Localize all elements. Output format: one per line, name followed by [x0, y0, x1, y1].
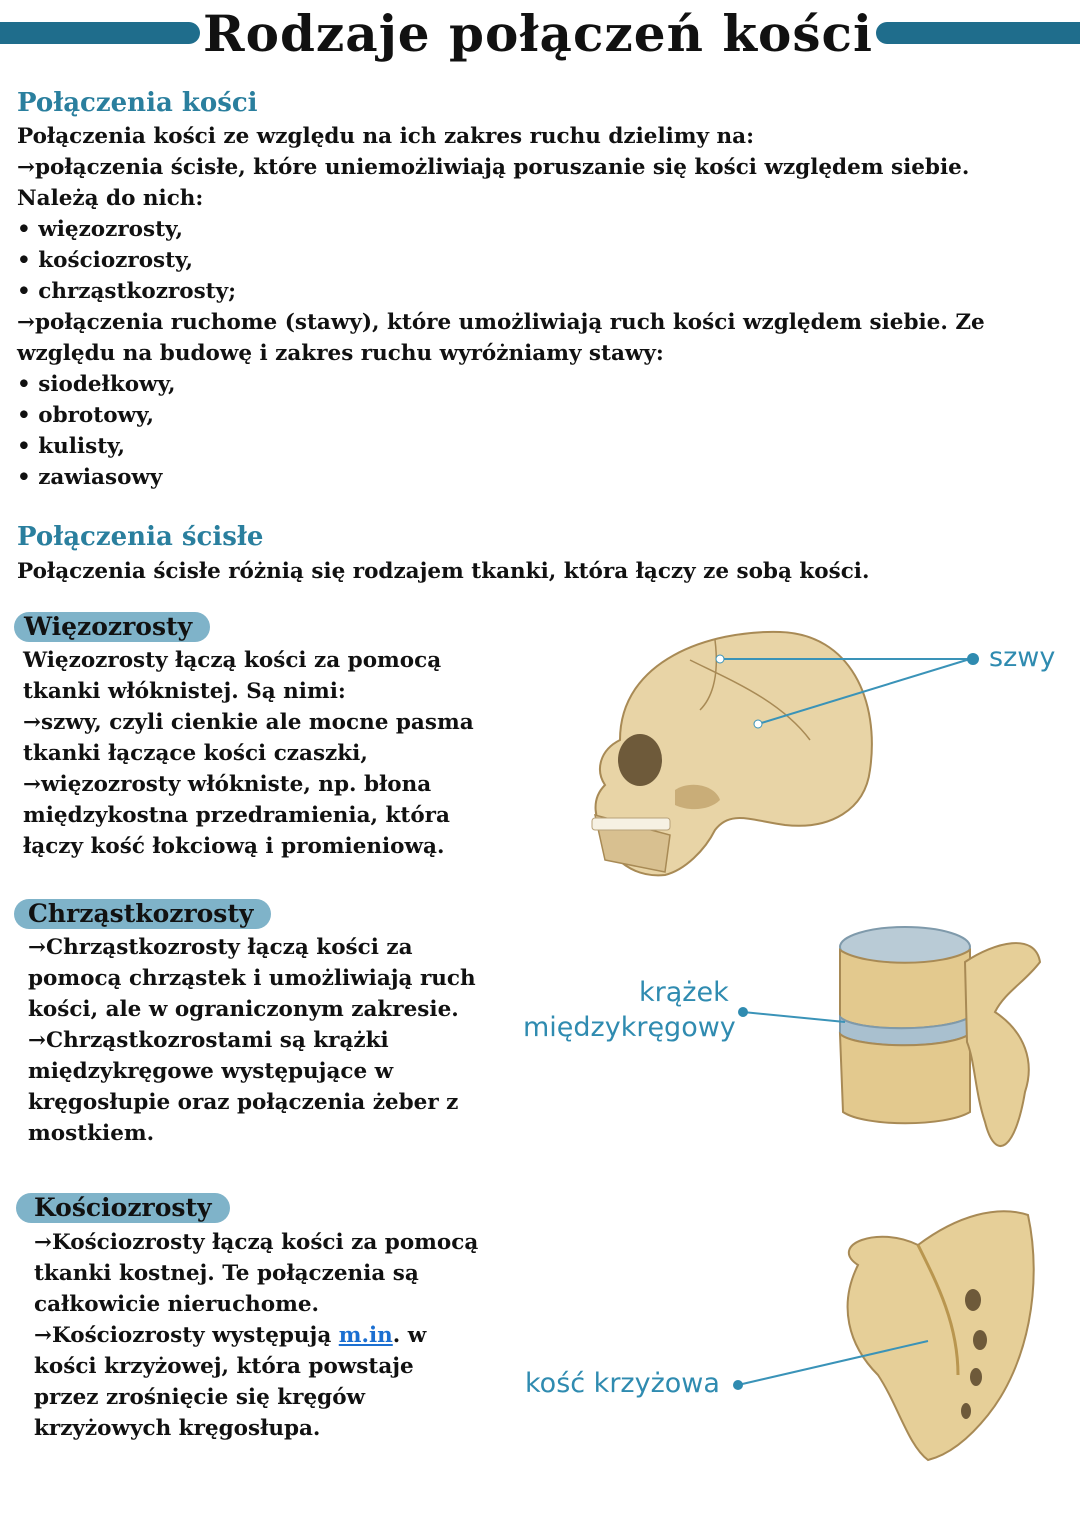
text-line: kości krzyżowej, która powstaje [34, 1354, 414, 1379]
section-heading-polaczenia-kosci: Połączenia kości [17, 88, 258, 118]
label-szwy: szwy [989, 642, 1056, 673]
list-item: • siodełkowy, [17, 372, 176, 397]
text-line: Należą do nich: [17, 186, 204, 211]
chrzastkozrosty-body [28, 932, 476, 1149]
text-line: tkanki kostnej. Te połączenia są [34, 1261, 419, 1286]
text-line: Połączenia kości ze względu na ich zakres ruchu dzielimy na: [17, 124, 755, 149]
list-item: • obrotowy, [17, 403, 154, 428]
text-line: →połączenia ruchome (stawy), które umożliwiają ruch kości względem siebie. Ze [17, 310, 985, 335]
section2-intro: Połączenia ścisłe różnią się rodzajem tkanki, która łączy ze sobą kości. [17, 559, 870, 584]
text-line: międzykostna przedramienia, która [23, 803, 450, 828]
list-item: • zawiasowy [17, 465, 163, 490]
text-line: pomocą chrząstek i umożliwiają ruch [28, 966, 476, 991]
pill-kosciozrosty: Kościozrosty [16, 1193, 230, 1223]
text-line [34, 1320, 478, 1351]
text-line: →więzozrosty włókniste, np. błona [23, 772, 432, 797]
section-heading-polaczenia-scisle: Połączenia ścisłe [17, 522, 264, 552]
pill-wiezozrosty: Więzozrosty [14, 612, 210, 642]
text-line: tkanki włóknistej. Są nimi: [23, 679, 346, 704]
label-kosc-krzyzowa: kość krzyżowa [525, 1368, 720, 1399]
list-item: • więzozrosty, [17, 217, 183, 242]
text-fragment: . w [392, 1323, 427, 1348]
list-item: • kościozrosty, [17, 248, 193, 273]
text-fragment: →Kościozrosty występują [34, 1323, 339, 1348]
text-line: przez zrośnięcie się kręgów [34, 1385, 366, 1410]
list-item: • kulisty, [17, 434, 126, 459]
text-line: mostkiem. [28, 1121, 155, 1146]
text-line: →Chrząstkozrosty łączą kości za [28, 935, 413, 960]
text-line: krzyżowych kręgosłupa. [34, 1416, 321, 1441]
text-line: względu na budowę i zakres ruchu wyróżniamy stawy: [17, 341, 664, 366]
text-line: kręgosłupie oraz połączenia żeber z [28, 1090, 459, 1115]
label-krazek: krążek [639, 977, 729, 1008]
sacrum-illustration [728, 1205, 1048, 1465]
min-link[interactable]: m.in [338, 1323, 393, 1348]
page-title: Rodzaje połączeń kości [203, 4, 873, 63]
text-line: łączy kość łokciową i promieniową. [23, 834, 445, 859]
text-line: kości, ale w ograniczonym zakresie. [28, 997, 459, 1022]
vertebra-illustration [735, 922, 1055, 1162]
text-line: →Kościozrosty łączą kości za pomocą [34, 1230, 479, 1255]
text-line: →Chrząstkozrostami są krążki [28, 1028, 389, 1053]
text-line: Więzozrosty łączą kości za pomocą [23, 648, 442, 673]
text-line: →szwy, czyli cienkie ale mocne pasma [23, 710, 474, 735]
label-miedzykregowy: międzykręgowy [523, 1012, 736, 1043]
list-item: • chrząstkozrosty; [17, 279, 237, 304]
pill-chrzastkozrosty: Chrząstkozrosty [14, 899, 271, 929]
text-line: całkowicie nieruchome. [34, 1292, 320, 1317]
wiezozrosty-body [23, 645, 474, 862]
section1-body [17, 121, 985, 493]
text-line: →połączenia ścisłe, które uniemożliwiają poruszanie się kości względem siebie. [17, 155, 970, 180]
text-line: międzykręgowe występujące w [28, 1059, 394, 1084]
text-line: tkanki łączące kości czaszki, [23, 741, 368, 766]
kosciozrosty-body [34, 1227, 478, 1444]
